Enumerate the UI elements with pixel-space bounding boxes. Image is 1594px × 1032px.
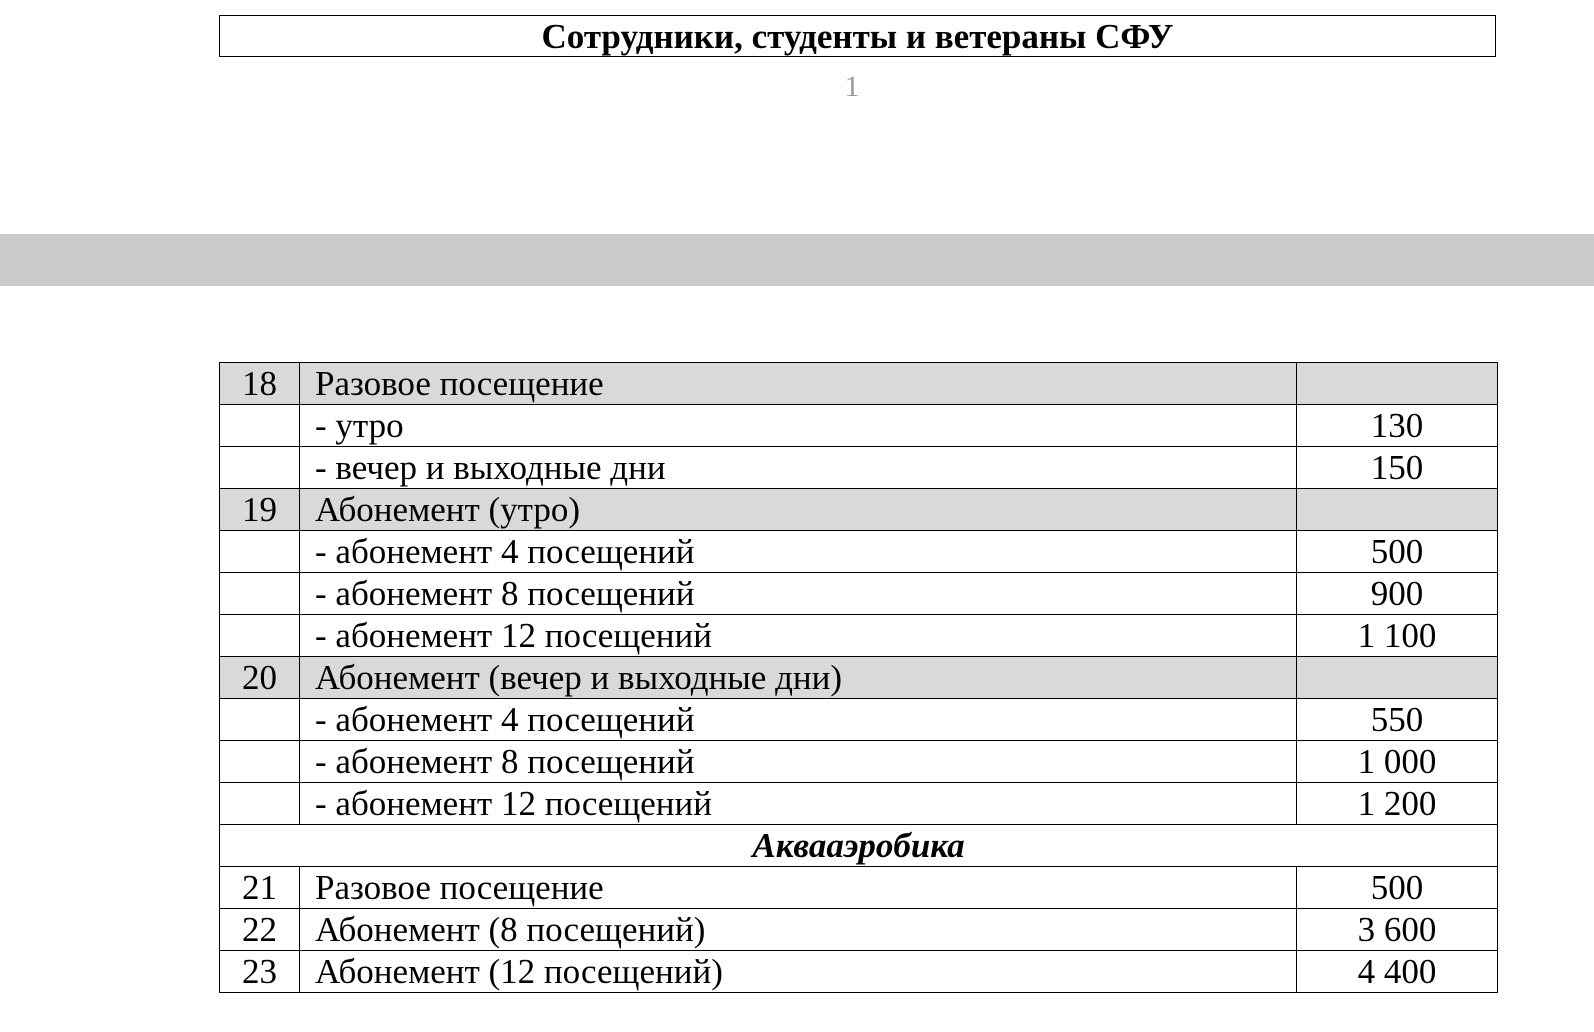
price-cell: 1 100 bbox=[1297, 615, 1498, 657]
section-title: Сотрудники, студенты и ветераны СФУ bbox=[541, 17, 1174, 56]
price-cell bbox=[1297, 489, 1498, 531]
price-cell: 150 bbox=[1297, 447, 1498, 489]
section-title-cell: Аквааэробика bbox=[220, 825, 1498, 867]
row-number-cell: 21 bbox=[220, 867, 300, 909]
price-cell: 4 400 bbox=[1297, 951, 1498, 993]
description-cell: - абонемент 8 посещений bbox=[300, 573, 1297, 615]
description-cell: Абонемент (8 посещений) bbox=[300, 909, 1297, 951]
description-cell: Абонемент (12 посещений) bbox=[300, 951, 1297, 993]
price-cell: 1 000 bbox=[1297, 741, 1498, 783]
description-cell: - абонемент 8 посещений bbox=[300, 741, 1297, 783]
row-number-cell bbox=[220, 741, 300, 783]
group-row bbox=[220, 657, 1498, 699]
page-separator bbox=[0, 234, 1594, 286]
page-number: 1 bbox=[844, 70, 860, 103]
row-number-cell bbox=[220, 531, 300, 573]
table-row bbox=[220, 447, 1498, 489]
price-table bbox=[219, 362, 1498, 993]
description-cell: Разовое посещение bbox=[300, 867, 1297, 909]
row-number-cell: 18 bbox=[220, 363, 300, 405]
price-cell: 550 bbox=[1297, 699, 1498, 741]
table-row bbox=[220, 951, 1498, 993]
row-number-cell bbox=[220, 405, 300, 447]
page-2-top bbox=[0, 286, 1594, 1032]
row-number-cell: 23 bbox=[220, 951, 300, 993]
price-cell: 500 bbox=[1297, 867, 1498, 909]
price-cell: 3 600 bbox=[1297, 909, 1498, 951]
price-cell bbox=[1297, 363, 1498, 405]
page-1-bottom bbox=[0, 0, 1594, 234]
price-cell: 500 bbox=[1297, 531, 1498, 573]
price-cell: 900 bbox=[1297, 573, 1498, 615]
table-row bbox=[220, 909, 1498, 951]
row-number-cell bbox=[220, 783, 300, 825]
row-number-cell bbox=[220, 699, 300, 741]
description-cell: - абонемент 12 посещений bbox=[300, 783, 1297, 825]
group-row bbox=[220, 489, 1498, 531]
price-cell: 1 200 bbox=[1297, 783, 1498, 825]
description-cell: Абонемент (утро) bbox=[300, 489, 1297, 531]
table-row bbox=[220, 405, 1498, 447]
table-row bbox=[220, 531, 1498, 573]
table-row bbox=[220, 867, 1498, 909]
description-cell: - абонемент 4 посещений bbox=[300, 699, 1297, 741]
description-cell: - абонемент 4 посещений bbox=[300, 531, 1297, 573]
table-row bbox=[220, 783, 1498, 825]
description-cell: - утро bbox=[300, 405, 1297, 447]
row-number-cell bbox=[220, 615, 300, 657]
description-cell: Абонемент (вечер и выходные дни) bbox=[300, 657, 1297, 699]
row-number-cell bbox=[220, 447, 300, 489]
description-cell: - вечер и выходные дни bbox=[300, 447, 1297, 489]
description-cell: Разовое посещение bbox=[300, 363, 1297, 405]
table-row bbox=[220, 699, 1498, 741]
table-row bbox=[220, 615, 1498, 657]
table-row bbox=[220, 573, 1498, 615]
group-row bbox=[220, 363, 1498, 405]
row-number-cell: 22 bbox=[220, 909, 300, 951]
section-row bbox=[220, 825, 1498, 867]
description-cell: - абонемент 12 посещений bbox=[300, 615, 1297, 657]
table-row bbox=[220, 741, 1498, 783]
row-number-cell: 20 bbox=[220, 657, 300, 699]
row-number-cell: 19 bbox=[220, 489, 300, 531]
price-cell bbox=[1297, 657, 1498, 699]
section-header bbox=[219, 15, 1496, 57]
price-cell: 130 bbox=[1297, 405, 1498, 447]
row-number-cell bbox=[220, 573, 300, 615]
